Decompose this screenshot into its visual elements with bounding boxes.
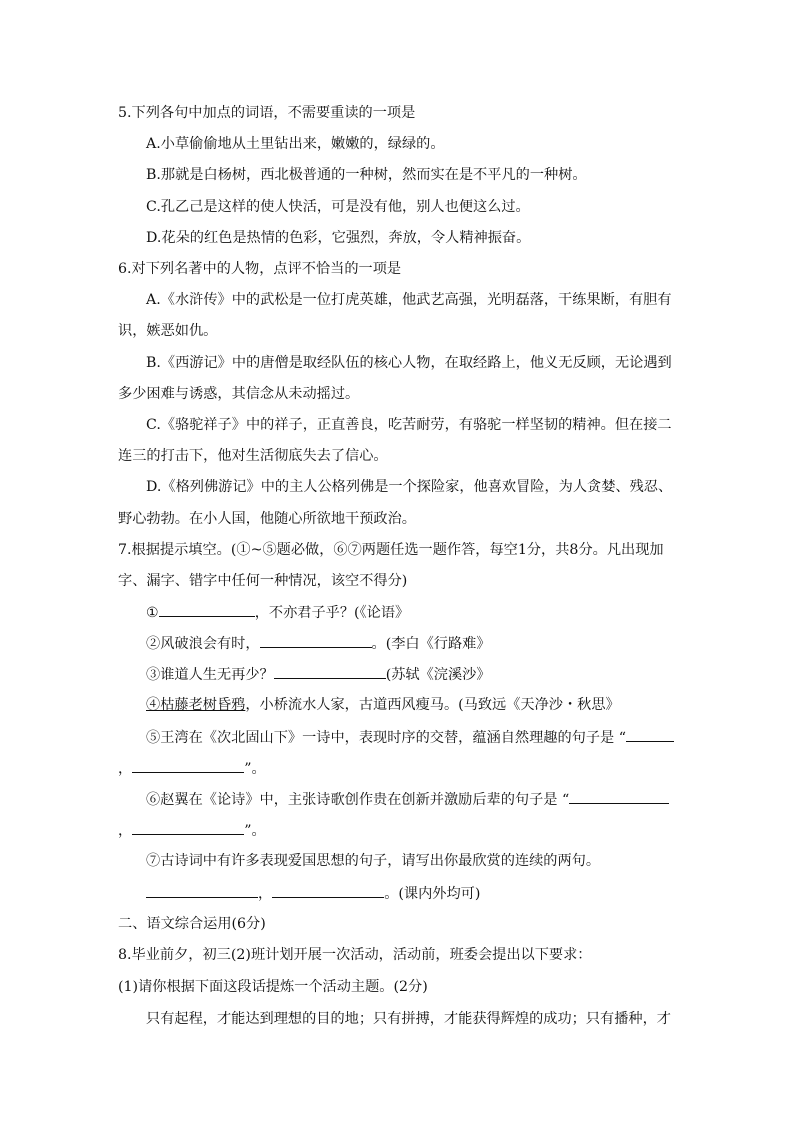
q7-item7-comma: ，	[258, 886, 273, 902]
q7-stem-line2: 字、漏字、错字中任何一种情况，该空不得分)	[118, 573, 408, 589]
q6-option-c-line2: 连三的打击下，他对生活彻底失去了信心。	[118, 448, 388, 464]
q7-item5-line2	[118, 758, 266, 779]
q8-stem: 8.毕业前夕，初三(2)班计划开展一次活动，活动前，班委会提出以下要求：	[118, 947, 592, 963]
q7-item2-blank[interactable]	[260, 633, 372, 648]
q6-option-d-line2: 野心勃勃。在小人国，他随心所欲地干预政治。	[118, 511, 416, 527]
q5-option-a: A.小草偷偷地从土里钻出来，嫩嫩的，绿绿的。	[146, 136, 445, 152]
q7-item1	[146, 602, 409, 623]
q8-passage: 只有起程，才能达到理想的目的地；只有拼搏，才能获得辉煌的成功；只有播种，才	[146, 1011, 671, 1027]
q7-item7-end: 。(课内外均可)	[384, 886, 481, 902]
q7-item1-text: ，不亦君子乎？(《论语》	[254, 605, 410, 621]
q7-item6-end: ”。	[244, 823, 266, 839]
q7-item7-line1: ⑦古诗词中有许多表现爱国思想的句子，请写出你最欣赏的连续的两句。	[146, 853, 601, 869]
q7-item6-blank-1[interactable]	[569, 789, 669, 804]
q7-item3	[146, 664, 491, 685]
q5-option-c: C.孔乙己是这样的使人快活，可是没有他，别人也便这么过。	[146, 199, 530, 215]
q7-item6-text: ⑥赵翼在《论诗》中，主张诗歌创作贵在创新并激励后辈的句子是 “	[146, 792, 570, 808]
q6-stem: 6.对下列名著中的人物，点评不恰当的一项是	[118, 261, 402, 277]
q8-sub1: (1)请你根据下面这段话提炼一个活动主题。(2分)	[118, 979, 428, 995]
q6-option-b-line1: B.《西游记》中的唐僧是取经队伍的核心人物，在取经路上，他义无反顾，无论遇到	[146, 355, 672, 371]
q7-item5-blank-1[interactable]	[626, 727, 674, 742]
q7-item4	[146, 695, 620, 715]
q7-item2-text-b: 。(李白《行路难》	[371, 636, 491, 652]
q6-option-c-line1: C.《骆驼祥子》中的祥子，正直善良，吃苦耐劳，有骆驼一样坚韧的精神。但在接二	[146, 417, 672, 433]
q5-stem: 5.下列各句中加点的词语，不需要重读的一项是	[118, 105, 416, 121]
q7-item5-blank-2[interactable]	[132, 758, 244, 773]
q6-option-a-line2: 识，嫉恶如仇。	[118, 323, 218, 339]
q5-option-b: B.那就是白杨树，西北极普通的一种树，然而实在是不平凡的一种树。	[146, 167, 587, 183]
q7-item5-end: ”。	[244, 761, 266, 777]
q7-item1-blank[interactable]	[159, 602, 255, 617]
q7-item6-blank-2[interactable]	[132, 820, 244, 835]
q7-item6-line2	[118, 820, 266, 841]
q7-item4-underlined: ④枯藤老树昏鸦	[146, 697, 246, 713]
q5-option-d: D.花朵的红色是热情的色彩，它强烈，奔放，令人精神振奋。	[146, 230, 531, 246]
q7-item7-line2	[146, 883, 480, 904]
q7-item7-blank-1[interactable]	[146, 883, 258, 898]
q7-item1-number: ①	[146, 605, 159, 621]
q7-item3-blank[interactable]	[274, 664, 386, 679]
q7-item6-comma: ，	[118, 823, 133, 839]
q6-option-a-line1: A.《水浒传》中的武松是一位打虎英雄，他武艺高强，光明磊落，干练果断，有胆有	[146, 292, 672, 308]
q7-item5-line1	[146, 727, 674, 748]
q6-option-d-line1: D.《格列佛游记》中的主人公格列佛是一个探险家，他喜欢冒险，为人贪婪、残忍、	[146, 479, 673, 495]
q7-item5-comma: ，	[118, 761, 133, 777]
q7-item7-blank-2[interactable]	[272, 883, 384, 898]
q7-item2	[146, 633, 491, 654]
q7-item6-line1	[146, 789, 669, 810]
q7-item3-text-b: (苏轼《浣溪沙》	[385, 667, 491, 683]
section2-title: 二、语文综合运用(6分)	[118, 916, 266, 932]
q6-option-b-line2: 多少困难与诱惑，其信念从未动摇过。	[118, 386, 360, 402]
q7-item3-text-a: ③谁道人生无再少？	[146, 667, 274, 683]
q7-stem-line1: 7.根据提示填空。(①~⑤题必做，⑥⑦两题任选一题作答，每空1分，共8分。凡出现加	[118, 542, 664, 558]
q7-item2-text-a: ②风破浪会有时，	[146, 636, 260, 652]
q7-item5-text: ⑤王湾在《次北固山下》一诗中，表现时序的交替，蕴涵自然理趣的句子是 “	[146, 730, 626, 746]
q7-item4-text: ，小桥流水人家，古道西风瘦马。(马致远《天净沙・秋思》	[245, 697, 620, 713]
